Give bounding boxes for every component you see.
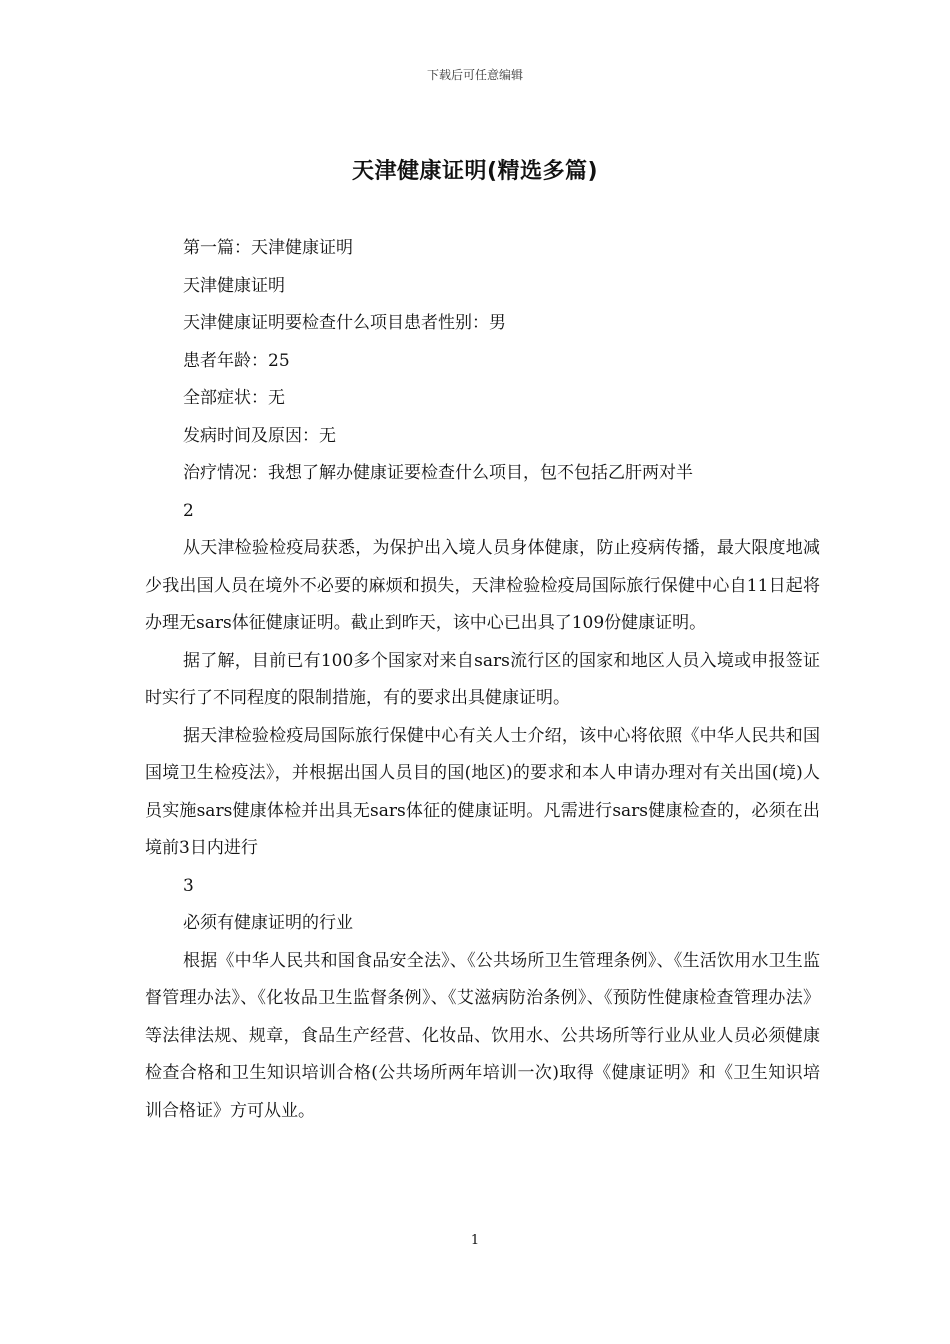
- document-body: [145, 230, 820, 1130]
- page-number: 1: [470, 1233, 480, 1248]
- paragraph: 必须有健康证明的行业: [183, 913, 353, 933]
- paragraph: 据了解，目前已有100多个国家对来自sars流行区的国家和地区人员入境或申报签证时实行了不同程度的限制措施，有的要求出具健康证明。: [145, 650, 820, 708]
- paragraph: 患者年龄：25: [183, 350, 290, 371]
- paragraph: 天津健康证明: [183, 275, 285, 296]
- document-title: 天津健康证明(精选多篇): [351, 159, 599, 184]
- paragraph: 治疗情况：我想了解办健康证要检查什么项目，包不包括乙肝两对半: [183, 463, 693, 483]
- paragraph: 天津健康证明要检查什么项目患者性别：男: [183, 313, 506, 333]
- section-number: 3: [183, 875, 194, 896]
- paragraph: 根据《中华人民共和国食品安全法》、《公共场所卫生管理条例》、《生活饮用水卫生监督管理办法》、《化妆品卫生监督条例》、《艾滋病防治条例》、《预防性健康检查管理办法》等法律法规、规章，食品生产经营、化妆品、饮用水、公共场所等行业从业人员必须健康检查合格和卫生知识培训合格(公共场所两年培训一次)取得《健康证明》和《卫生知识培训合格证》方可从业。: [145, 950, 820, 1121]
- paragraph: 据天津检验检疫局国际旅行保健中心有关人士介绍，该中心将依照《中华人民共和国国境卫生检疫法》，并根据出国人员目的国(地区)的要求和本人申请办理对有关出国(境)人员实施sars健康体检并出具无sars体征的健康证明。凡需进行sars健康检查的，必须在出境前3日内进行: [145, 725, 820, 858]
- paragraph: 发病时间及原因：无: [183, 425, 336, 446]
- paragraph: 从天津检验检疫局获悉，为保护出入境人员身体健康，防止疫病传播，最大限度地减少我出国人员在境外不必要的麻烦和损失，天津检验检疫局国际旅行保健中心自11日起将办理无sars体征健康证明。截止到昨天，该中心已出具了109份健康证明。: [145, 538, 820, 633]
- paragraph: 第一篇：天津健康证明: [183, 238, 353, 258]
- header-note: 下载后可任意编辑: [426, 68, 523, 82]
- section-number: 2: [183, 500, 194, 521]
- paragraph: 全部症状：无: [183, 388, 285, 408]
